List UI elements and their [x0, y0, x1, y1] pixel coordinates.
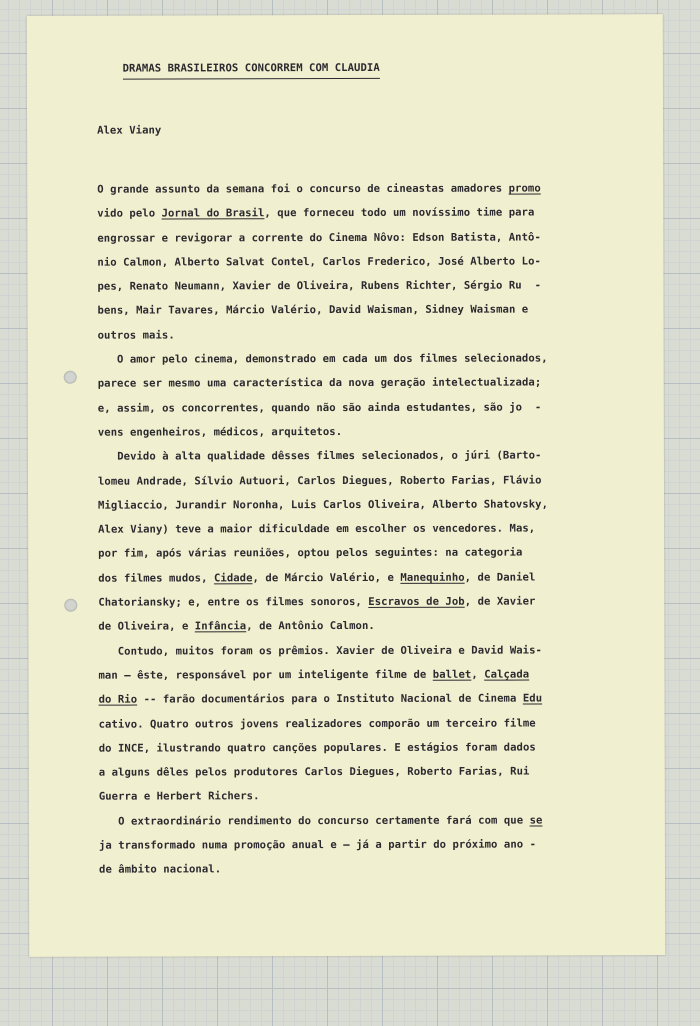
- punch-hole: [64, 371, 77, 384]
- text-line: [98, 419, 638, 445]
- text-line: [98, 444, 638, 470]
- underlined-title: Manequinho: [400, 571, 465, 584]
- text-segment: Migliaccio, Jurandir Noronha, Luis Carlos Oliveira, Alberto Shatovsky,: [98, 498, 549, 512]
- text-line: [98, 541, 638, 567]
- underlined-title: Edu: [522, 692, 543, 705]
- text-line: [99, 808, 639, 834]
- text-line: [98, 492, 638, 518]
- text-segment: Guerra e Herbert Richers.: [98, 790, 260, 804]
- paragraph: [98, 638, 638, 809]
- underlined-title: Jornal do Brasil: [161, 207, 265, 220]
- text-segment: vens engenheiros, médicos, arquitetos.: [97, 425, 343, 439]
- text-segment: bens, Mair Tavares, Márcio Valério, David Waisman, Sidney Waisman e: [97, 304, 529, 318]
- text-segment: do INCE, ilustrando quatro canções populares. E estágios foram dados: [98, 741, 536, 755]
- text-line: [99, 784, 639, 810]
- text-segment: , que forneceu todo um novíssimo time para: [264, 206, 535, 220]
- text-segment: , de Daniel: [464, 571, 536, 584]
- text-line: [98, 662, 638, 688]
- text-line: [97, 201, 637, 227]
- text-segment: e, assim, os concorrentes, quando não são ainda estudantes, são jo -: [97, 401, 542, 415]
- text-segment: nio Calmon, Alberto Salvat Contel, Carlos Frederico, José Alberto Lo-: [97, 255, 541, 269]
- text-line: [98, 298, 638, 324]
- text-line: [99, 759, 639, 785]
- underlined-title: ballet: [432, 668, 472, 681]
- text-line: [98, 638, 638, 664]
- text-line: [98, 589, 638, 615]
- text-line: [98, 565, 638, 591]
- text-segment: Contudo, muitos foram os prêmios. Xavier de Oliveira e David Wais-: [98, 644, 542, 658]
- text-line: [98, 322, 638, 348]
- text-line: [99, 711, 639, 737]
- article-author: Alex Viany: [97, 124, 162, 137]
- article-body: [97, 176, 639, 882]
- text-segment: ,: [471, 668, 485, 681]
- text-segment: vido pelo: [97, 207, 162, 220]
- paragraph: [98, 346, 638, 445]
- text-segment: engrossar e revigorar a corrente do Cinema Nôvo: Edson Batista, Antô-: [97, 231, 541, 245]
- text-line: [99, 735, 639, 761]
- text-line: [98, 468, 638, 494]
- text-segment: O amor pelo cinema, demonstrado em cada um dos filmes selecionados,: [97, 352, 548, 366]
- paragraph: [99, 808, 639, 882]
- underlined-title: Escravos de Job: [368, 595, 465, 608]
- punch-hole: [64, 599, 77, 612]
- text-segment: , de Xavier: [464, 595, 536, 608]
- underlined-title: se: [529, 814, 543, 827]
- text-segment: O grande assunto da semana foi o concurso de cineastas amadores: [97, 182, 509, 196]
- text-segment: , de Antônio Calmon.: [246, 620, 375, 633]
- text-line: [99, 686, 639, 712]
- underlined-title: do Rio: [98, 693, 138, 706]
- text-line: [97, 225, 637, 251]
- text-segment: Alex Viany) teve a maior dificuldade em escolher os vencedores. Mas,: [98, 522, 536, 536]
- text-segment: dos filmes mudos,: [98, 572, 214, 585]
- text-line: [99, 832, 639, 858]
- underlined-title: Cidade: [213, 571, 253, 585]
- text-line: [97, 273, 637, 299]
- text-segment: a alguns dêles pelos produtores Carlos Diegues, Roberto Farias, Rui: [98, 765, 530, 779]
- underlined-title: promo: [508, 182, 541, 195]
- text-segment: cativo. Quatro outros jovens realizadores comporão um terceiro filme: [98, 717, 536, 731]
- paragraph: [98, 444, 639, 640]
- paragraph: [97, 176, 637, 347]
- article-title: DRAMAS BRASILEIROS CONCORREM COM CLAUDIA: [123, 61, 380, 80]
- underlined-title: Infância: [194, 620, 247, 633]
- text-segment: pes, Renato Neumann, Xavier de Oliveira, Rubens Richter, Sérgio Ru -: [97, 279, 542, 293]
- text-segment: parece ser mesmo uma característica da nova geração intelectualizada;: [97, 376, 542, 391]
- text-line: [98, 516, 638, 542]
- text-segment: Devido à alta qualidade dêsses filmes selecionados, o júri (Barto-: [97, 449, 542, 463]
- text-segment: por fim, após várias reuniões, optou pelos seguintes: na categoria: [98, 546, 523, 561]
- text-line: [99, 857, 639, 883]
- text-segment: -- farão documentários para o Instituto Nacional de Cinema: [137, 692, 523, 706]
- underlined-title: Calçada: [484, 668, 530, 681]
- text-line: [97, 249, 637, 275]
- text-segment: ja transformado numa promoção anual e — já a partir do próximo ano -: [98, 838, 537, 852]
- text-segment: man — êste, responsável por um inteligente filme de: [98, 668, 433, 682]
- text-segment: lomeu Andrade, Sílvio Autuori, Carlos Diegues, Roberto Farias, Flávio: [97, 474, 542, 488]
- text-line: [98, 346, 638, 372]
- text-segment: de Oliveira, e: [98, 620, 195, 633]
- text-segment: , de Márcio Valério, e: [252, 571, 401, 584]
- text-line: [98, 614, 638, 640]
- text-segment: Chatoriansky; e, entre os filmes sonoros,: [98, 595, 369, 609]
- typed-text-block: [97, 48, 639, 906]
- text-segment: de âmbito nacional.: [98, 863, 222, 876]
- text-segment: outros mais.: [97, 329, 175, 342]
- text-line: [98, 395, 638, 421]
- text-line: [97, 176, 637, 202]
- typewritten-page: [27, 14, 665, 957]
- text-line: [98, 371, 638, 397]
- text-segment: O extraordinário rendimento do concurso certamente fará com que: [98, 814, 530, 828]
